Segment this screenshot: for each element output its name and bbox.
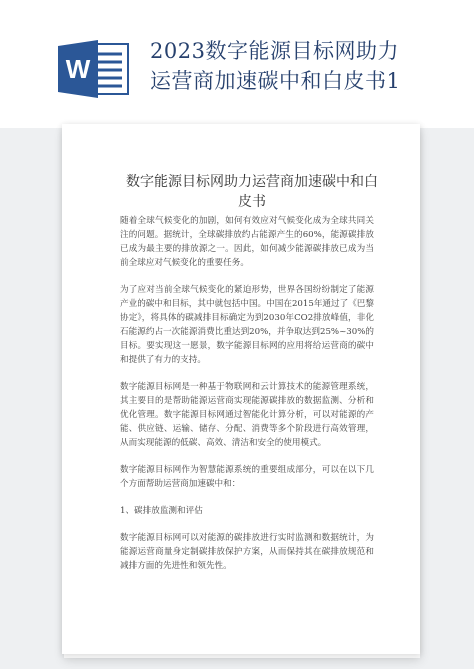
- banner-title: [150, 36, 466, 96]
- banner-title-line-1: 2023数字能源目标网助力: [150, 39, 399, 63]
- section-heading: 1、碳排放监测和评估: [120, 506, 203, 516]
- document-body: [120, 214, 374, 586]
- logo-letter: W: [65, 54, 91, 84]
- document-page: [62, 124, 420, 654]
- paragraph: 数字能源目标网可以对能源的碳排放进行实时监测和数据统计，为能源运营商量身定制碳排放保护方案，从而保持其在碳排放规范和减排方面的先进性和领先性。: [120, 533, 374, 571]
- word-document-icon: [58, 40, 130, 98]
- banner-title-line-2: 运营商加速碳中和白皮书1: [150, 69, 401, 93]
- paragraph: 数字能源目标网是一种基于物联网和云计算技术的能源管理系统，其主要目的是帮助能源运营商实现能源碳排放的数据监测、分析和优化管理。数字能源目标网通过智能化计算分析，可以对能源的产能、供应链、运输、储存、分配、消费等多个阶段进行高效管理，从而实现能源的低碳、高效、清洁和安全的使用模式。: [120, 382, 374, 448]
- paragraph: 数字能源目标网作为智慧能源系统的重要组成部分，可以在以下几个方面帮助运营商加速碳中和：: [120, 465, 374, 489]
- header-banner: [0, 0, 474, 128]
- paragraph: 随着全球气候变化的加剧，如何有效应对气候变化成为全球共同关注的问题。据统计，全球碳排放约占能源产生的60%，能源碳排放已成为最主要的排放源之一。因此，如何减少能源碳排放已成为当前全球应对气候变化的重要任务。: [120, 216, 374, 268]
- paragraph: 为了应对当前全球气候变化的紧迫形势，世界各国纷纷制定了能源产业的碳中和目标，其中就包括中国。中国在2015年通过了《巴黎协定》，将具体的碳减排目标确定为到2030年CO2排放峰值，非化石能源约占一次能源消费比重达到20%，并争取达到25%~30%的目标。要实现这一愿景，数字能源目标网的应用将给运营商的碳中和提供了有力的支持。: [120, 285, 374, 365]
- document-title: 数字能源目标网助力运营商加速碳中和白皮书: [126, 174, 378, 210]
